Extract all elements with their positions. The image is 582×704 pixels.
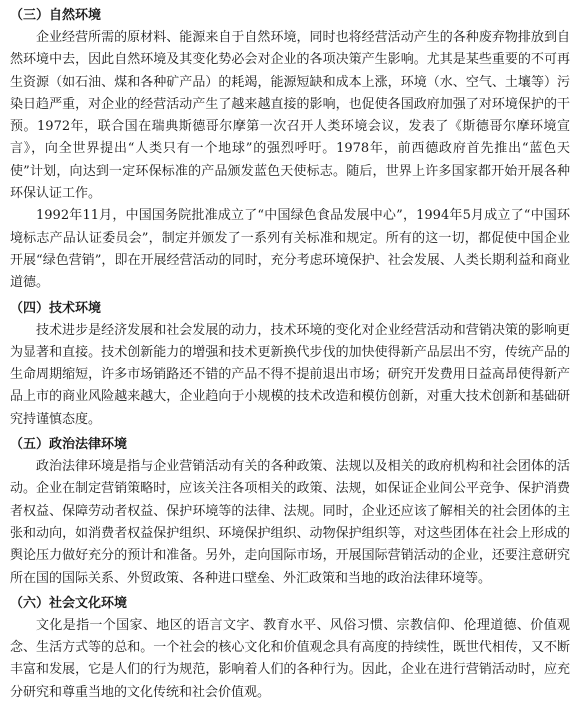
section-heading: （四）技术环境	[10, 300, 102, 316]
paragraph: 企业经营所需的原材料、能源来自于自然环境，同时也将经营活动产生的各种废弃物排放到自然环境中去，因此自然环境及其变化势必会对企业的各项决策产生影响。尤其是某些重要的不可再生资源（如石油、煤和各种矿产品）的耗竭，能源短缺和成本上涨，环境（水、空气、土壤等）污染日趋严重，对企业的经营活动产生了越来越直接的影响，也促使各国政府加强了对环境保护的干预。1972年，联合国在瑞典斯德哥尔摩第一次召开人类环境会议，发表了《斯德哥尔摩环境宣言》，向全世界提出“人类只有一个地球”的强烈呼吁。1978年，前西德政府首先推出“蓝色天使”计划，向达到一定环保标准的产品颁发蓝色天使标志。随后，世界上许多国家都开始开展各种环保认证工作。	[10, 30, 570, 202]
paragraph: 1992年11月，中国国务院批准成立了“中国绿色食品发展中心”，1994年5月成立了“中国环境标志产品认证委员会”，制定并颁发了一系列有关标准和规定。所有的这一切，都促使中国企业开展“绿色营销”，即在开展经营活动的同时，充分考虑环境保护、社会发展、人类长期利益和商业道德。	[10, 208, 570, 291]
paragraph: 政治法律环境是指与企业营销活动有关的各种政策、法规以及相关的政府机构和社会团体的活动。企业在制定营销策略时，应该关注各项相关的政策、法规，如保证企业间公平竞争、保护消费者权益、保障劳动者权益、保护环境等的法律、法规。同时，企业还应该了解相关的社会团体的主张和动向，如消费者权益保护组织、环境保护组织、动物保护组织等，对这些团体在社会上形成的舆论压力做好充分的预计和准备。另外，走向国际市场，开展国际营销活动的企业，还要注意研究所在国的国际关系、外贸政策、各种进口壁垒、外汇政策和当地的政治法律环境等。	[10, 459, 570, 586]
section-technology-environment	[10, 299, 570, 431]
section-political-legal-environment	[10, 435, 570, 590]
paragraph: 文化是指一个国家、地区的语言文字、教育水平、风俗习惯、宗教信仰、伦理道德、价值观念、生活方式等的总和。一个社会的核心文化和价值观念具有高度的持续性，既世代相传，又不断丰富和发展，它是人们的行为规范，影响着人们的各种行为。因此，企业在进行营销活动时，应充分研究和尊重当地的文化传统和社会价值观。	[10, 617, 570, 700]
section-heading: （三）自然环境	[10, 8, 102, 23]
section-social-cultural-environment	[10, 594, 570, 704]
section-heading: （六）社会文化环境	[10, 595, 128, 611]
section-natural-environment	[10, 6, 570, 295]
section-heading: （五）政治法律环境	[10, 437, 128, 453]
paragraph: 技术进步是经济发展和社会发展的动力，技术环境的变化对企业经营活动和营销决策的影响更为显著和直接。技术创新能力的增强和技术更新换代步伐的加快使得新产品层出不穷，传统产品的生命周期缩短，许多市场销路还不错的产品不得不提前退出市场；研究开发费用日益高昂使得新产品上市的商业风险越来越大，企业趋向于小规模的技术改造和模仿创新，对重大技术创新和基础研究持谨慎态度。	[10, 322, 570, 427]
